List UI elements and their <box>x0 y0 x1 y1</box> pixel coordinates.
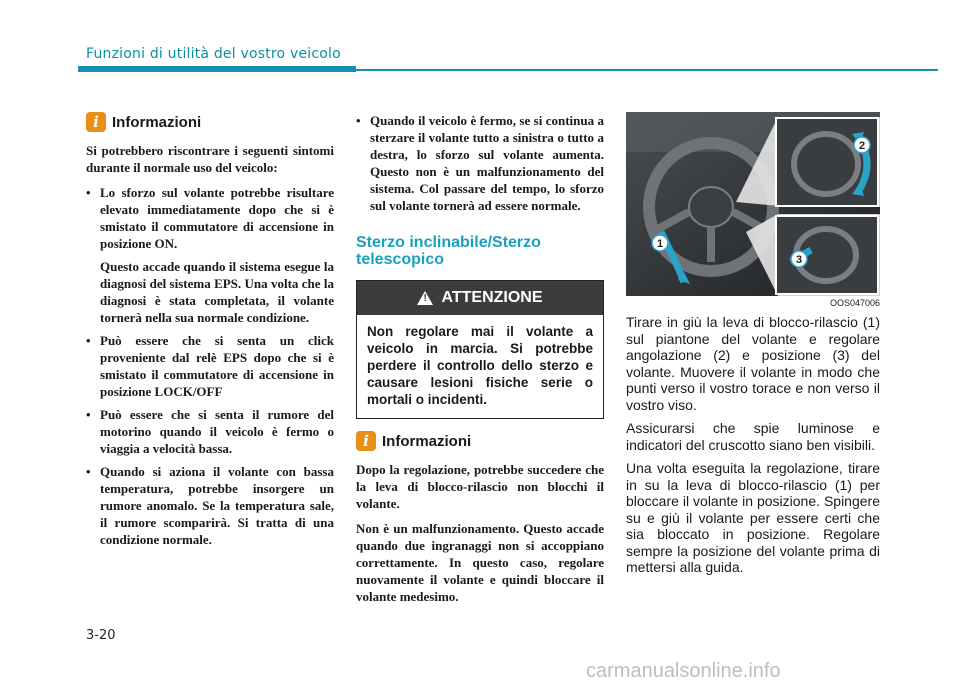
header-rule-thick <box>78 66 356 72</box>
list-item-note: Questo accade quando il sistema esegue la diagnosi del sistema EPS. Una volta che la diagnosi è stata completata, il volante tornerà nella sua normale condizione. <box>100 259 334 325</box>
warning-header <box>357 281 603 315</box>
section-title: Sterzo inclinabile/Sterzo telescopico <box>356 234 541 268</box>
info-title: Informazioni <box>382 432 472 450</box>
body-paragraph: Tirare in giù la leva di blocco-rilascio (1) sul piantone del volante e regolare angolazione (2) e posizione (3) del volante. Muovere il volante in modo che punti verso il vostro torace e non verso il vostro viso. <box>626 314 880 413</box>
watermark: carmanualsonline.info <box>586 660 781 682</box>
column-right <box>626 112 880 583</box>
info-heading <box>86 112 334 132</box>
column-middle <box>356 112 604 613</box>
warning-box <box>356 280 604 419</box>
page-number: 3-20 <box>86 628 116 643</box>
info-paragraph: Dopo la regolazione, potrebbe succedere che la leva di blocco-rilascio non blocchi il volante. <box>356 462 604 511</box>
body-paragraph: Una volta eseguita la regolazione, tirare in su la leva di blocco-rilascio (1) per bloccare il volante in posizione. Spingere su e giù il volante per essere certi che sia bloccato in posizione. Regolare sempre la posizione del volante prima di mettersi alla guida. <box>626 460 880 575</box>
callout-3-label: 3 <box>795 254 803 266</box>
header-rule-thin <box>356 69 938 71</box>
list-item <box>86 184 334 326</box>
column-left <box>86 112 334 554</box>
warning-title: ATTENZIONE <box>441 289 543 306</box>
callout-1-label: 1 <box>656 238 664 250</box>
info-title: Informazioni <box>112 113 202 131</box>
list-item: • Può essere che si senta un click proveniente dal relè EPS dopo che si è smistato il commutatore di accensione in posizione LOCK/OFF <box>86 332 334 400</box>
list-item-text: • Lo sforzo sul volante potrebbe risultare elevato immediatamente dopo che si è smistato il commutatore di accensione in posizione ON. <box>100 185 334 251</box>
callout-2-label: 2 <box>858 140 866 152</box>
steering-wheel-illustration <box>626 112 880 296</box>
info-paragraph: Non è un malfunzionamento. Questo accade quando due ingranaggi non si accoppiano correttamente. In questo caso, regolare nuovamente il volante e quindi bloccare il volante medesimo. <box>356 521 604 604</box>
list-item: • Quando si aziona il volante con bassa temperatura, potrebbe insorgere un rumore anomalo. Se la temperatura sale, il rumore scomparirà. Si tratta di una condizione normale. <box>86 463 334 548</box>
body-paragraph: Assicurarsi che spie luminose e indicatori del cruscotto siano ben visibili. <box>626 420 880 453</box>
figure-caption: OOS047006 <box>829 298 880 308</box>
list-item: • Quando il veicolo è fermo, se si continua a sterzare il volante tutto a sinistra o tutto a destra, lo sforzo sul volante aumenta. Questo non è un malfunzionamento del sistema. Col passare del tempo, lo sforzo sul volante tornerà ad essere normale. <box>356 112 604 214</box>
steering-wheel-figure <box>626 112 880 296</box>
warning-text: Non regolare mai il volante a veicolo in marcia. Si potrebbe perdere il controllo dello sterzo e causare lesioni fisiche serie o mortali o incidenti. <box>367 324 593 407</box>
symptom-list-continued <box>356 112 604 214</box>
info-icon: i <box>86 112 106 132</box>
info-intro: Si potrebbero riscontrare i seguenti sintomi durante il normale uso del veicolo: <box>86 143 334 175</box>
info-icon: i <box>356 431 376 451</box>
list-item: • Può essere che si senta il rumore del motorino quando il veicolo è fermo o viaggia a velocità bassa. <box>86 406 334 457</box>
symptom-list <box>86 184 334 548</box>
warning-triangle-icon: ! <box>417 291 433 305</box>
info-heading <box>356 431 604 451</box>
page-header-title: Funzioni di utilità del vostro veicolo <box>86 46 341 62</box>
